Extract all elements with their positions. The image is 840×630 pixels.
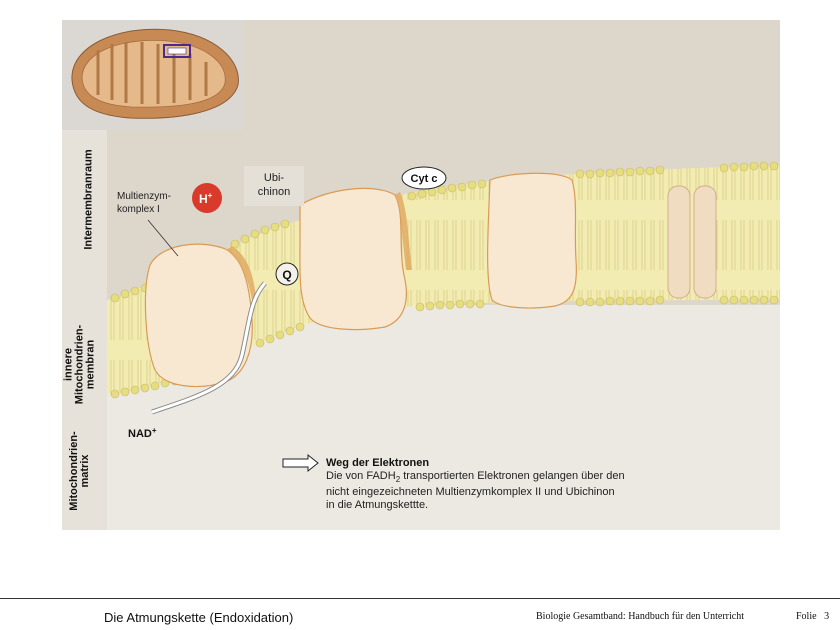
cytc-label: Cyt c [410, 173, 438, 185]
nad-label: NAD+ [128, 426, 157, 440]
matrix-label-1: Mitochondrien- [68, 431, 80, 511]
ubiquinone-label-2: chinon [257, 186, 291, 198]
inner-membrane-label-2: Mitochondrien- [73, 324, 86, 405]
inner-membrane-label [64, 325, 97, 405]
inner-membrane-label-1: innere [62, 348, 75, 382]
complex-3 [300, 188, 412, 329]
complex1-label-2: komplex I [117, 204, 160, 215]
legend-text-b: transportierten Elektronen gelangen über den nicht eingezeichneten Multienzymkomplex II und Ubichinon in die Atmungskettte. [326, 470, 625, 512]
legend-title: Weg der Elektronen [326, 457, 430, 469]
footer-divider [0, 598, 840, 599]
complex1-label-1: Multienzym- [117, 191, 171, 202]
complex-4 [488, 173, 577, 308]
inner-membrane-label-3: membran [84, 339, 97, 390]
slide-number: 3 [824, 611, 830, 622]
slide-label: Folie [796, 611, 817, 622]
q-label: Q [282, 268, 292, 282]
matrix-label [69, 431, 91, 511]
footer-source: Biologie Gesamtband: Handbuch für den Unterricht [536, 611, 744, 622]
legend-text-sub: 2 [395, 475, 401, 485]
legend-text [326, 470, 626, 512]
footer-title: Die Atmungskette (Endoxidation) [104, 610, 294, 625]
footer-slide [796, 611, 829, 622]
ubiquinone-label-1: Ubi- [263, 172, 285, 184]
legend-text-a: Die von FADH [326, 470, 396, 482]
intermembrane-label: Intermembranraum [82, 149, 95, 250]
proton-label: H+ [199, 191, 213, 206]
mitochondrion-thumbnail [62, 20, 244, 130]
matrix-label-2: matrix [79, 454, 91, 488]
